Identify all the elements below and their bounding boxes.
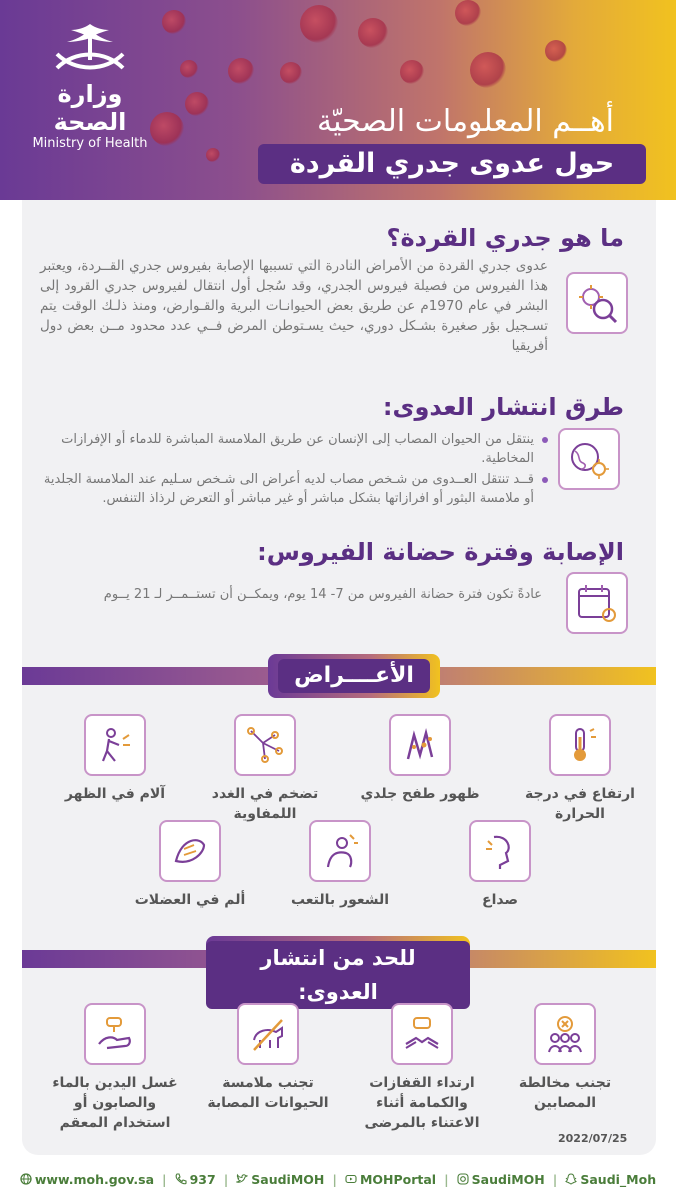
footer-website[interactable] [20, 1172, 154, 1187]
page-title-line1: أهــم المعلومات الصحيّة [317, 104, 614, 139]
prevention-item [352, 1003, 492, 1133]
prevention-item [198, 1003, 338, 1113]
symptoms-title-box [268, 654, 440, 698]
symptom-label: ظهور طفح جلدي [360, 786, 480, 802]
prevention-title-box [206, 936, 470, 1004]
logo-arabic-name: وزارة الصحة [53, 80, 127, 136]
hand-wash-icon [84, 1003, 146, 1065]
incubation-text: عادةً تكون فترة حضانة الفيروس من 7- 14 يوم، ويمكــن أن تستــمــر لـ 21 يــوم [103, 587, 542, 602]
transmission-item: قــد تنتقل العــدوى من شـخص مصاب لديه أعراض الى شـخص سـليم عند الملامسة الجلدية أو ملامسة البثور أو افرازاتها بشكل مباشر أو غير مباشر أو التعرض لرذاذ التنفس. [40, 470, 548, 508]
symptom-item [195, 714, 335, 824]
virus-decoration [180, 60, 198, 78]
footer-separator: | [552, 1171, 558, 1187]
virus-decoration [185, 92, 209, 116]
symptom-item [510, 714, 650, 824]
instagram-icon [457, 1173, 469, 1185]
prevention-label: تجنب مخالطة المصابين [518, 1075, 612, 1111]
prevention-label: غسل اليدين بالماء والصابون أو استخدام المعقم [52, 1075, 178, 1131]
virus-decoration [470, 52, 506, 88]
symptom-label: آلام في الظهر [64, 786, 166, 802]
prevention-item [495, 1003, 635, 1113]
symptom-item [45, 714, 185, 804]
back-pain-icon [84, 714, 146, 776]
symptom-label: الشعور بالتعب [290, 892, 390, 908]
virus-decoration [228, 58, 254, 84]
logo-english-name: Ministry of Health [32, 136, 148, 151]
footer-phone-text: 937 [189, 1171, 216, 1187]
symptom-label: تضخم في الغدد اللمفاوية [211, 786, 319, 822]
symptom-item [430, 820, 570, 910]
footer-separator: | [162, 1171, 167, 1187]
footer-twitter-text: SaudiMOH [251, 1171, 325, 1187]
footer-instagram-text: SaudiMOH [471, 1171, 545, 1187]
footer-phone[interactable] [175, 1172, 216, 1187]
group-avoid-icon [534, 1003, 596, 1065]
thermometer-icon [549, 714, 611, 776]
virus-decoration [300, 5, 338, 43]
virus-decoration [358, 18, 388, 48]
footer-twitter[interactable] [236, 1172, 324, 1187]
footer-instagram[interactable] [457, 1172, 545, 1187]
virus-decoration [400, 60, 424, 84]
prevention-label: ارتداء القفازات والكمامة أثناء الاعتناء بالمرضى [364, 1075, 480, 1131]
calendar-virus-icon [566, 572, 628, 634]
footer-youtube-text: MOHPortal [359, 1171, 437, 1187]
symptom-label: ألم في العضلات [134, 892, 246, 908]
gloves-mask-icon [391, 1003, 453, 1065]
section-title-incubation: الإصابة وفترة حضانة الفيروس: [257, 538, 624, 566]
virus-decoration [545, 40, 567, 62]
page-title-line2: حول عدوى جدري القردة [258, 144, 646, 184]
footer-bar [0, 1158, 676, 1200]
symptoms-title: الأعــــراض [278, 659, 430, 693]
section-title-what-is: ما هو جدري القردة؟ [386, 224, 624, 252]
globe-virus-icon [558, 428, 620, 490]
symptom-item [270, 820, 410, 910]
footer-website-text: www.moh.gov.sa [34, 1171, 155, 1187]
footer-separator: | [332, 1171, 337, 1187]
muscle-pain-icon [159, 820, 221, 882]
virus-magnifier-icon [566, 272, 628, 334]
prevention-title: للحد من انتشار العدوى: [206, 941, 470, 1009]
phone-icon [175, 1173, 187, 1185]
prevention-item [45, 1003, 185, 1133]
lymph-nodes-icon [234, 714, 296, 776]
ministry-logo [20, 20, 160, 151]
headache-icon [469, 820, 531, 882]
footer-snapchat-text: Saudi_Moh [580, 1171, 657, 1187]
youtube-icon [345, 1173, 357, 1185]
no-animal-icon [237, 1003, 299, 1065]
footer-youtube[interactable] [345, 1172, 436, 1187]
symptom-item [120, 820, 260, 910]
twitter-icon [236, 1173, 248, 1185]
virus-decoration [162, 10, 186, 34]
snapchat-icon [565, 1173, 577, 1185]
what-is-text: عدوى جدري القردة من الأمراض النادرة التي تسببها الإصابة بفيروس جدري القــردة، ويعتبر هذا الفيروس من فصيلة فيروس الجدري، وقد سُجل أول انتقال لفيروس جدري القرود إلى البشر في عام 1970م عن طريق بعض الحيوانـات البرية والقـوارض، ومنذ ذلـك الوقت يتم تسـجيل بؤر صغيرة بشـكل دوري، حيث يسـتوطن المرض فــي عدد محدود مــن بعض دول أفريقيا [40, 258, 548, 354]
footer-separator: | [444, 1171, 449, 1187]
header-banner [0, 0, 676, 200]
virus-decoration [206, 148, 220, 162]
prevention-label: تجنب ملامسة الحيوانات المصابة [207, 1075, 329, 1111]
publish-date: 2022/07/25 [558, 1132, 628, 1145]
symptom-label: صداع [482, 892, 518, 908]
virus-decoration [455, 0, 481, 26]
section-title-transmission: طرق انتشار العدوى: [382, 393, 624, 421]
symptom-label: ارتفاع في درجة الحرارة [525, 786, 635, 822]
symptom-item [350, 714, 490, 804]
globe-icon [20, 1173, 32, 1185]
fatigue-icon [309, 820, 371, 882]
virus-decoration [280, 62, 302, 84]
footer-snapchat[interactable] [565, 1172, 656, 1187]
footer-separator: | [223, 1171, 229, 1187]
transmission-list [40, 430, 548, 510]
palm-swords-icon [45, 20, 135, 78]
skin-rash-icon [389, 714, 451, 776]
transmission-item: ينتقل من الحيوان المصاب إلى الإنسان عن طريق الملامسة المباشرة للدماء أو الإفرازات المخاطية. [40, 430, 548, 468]
